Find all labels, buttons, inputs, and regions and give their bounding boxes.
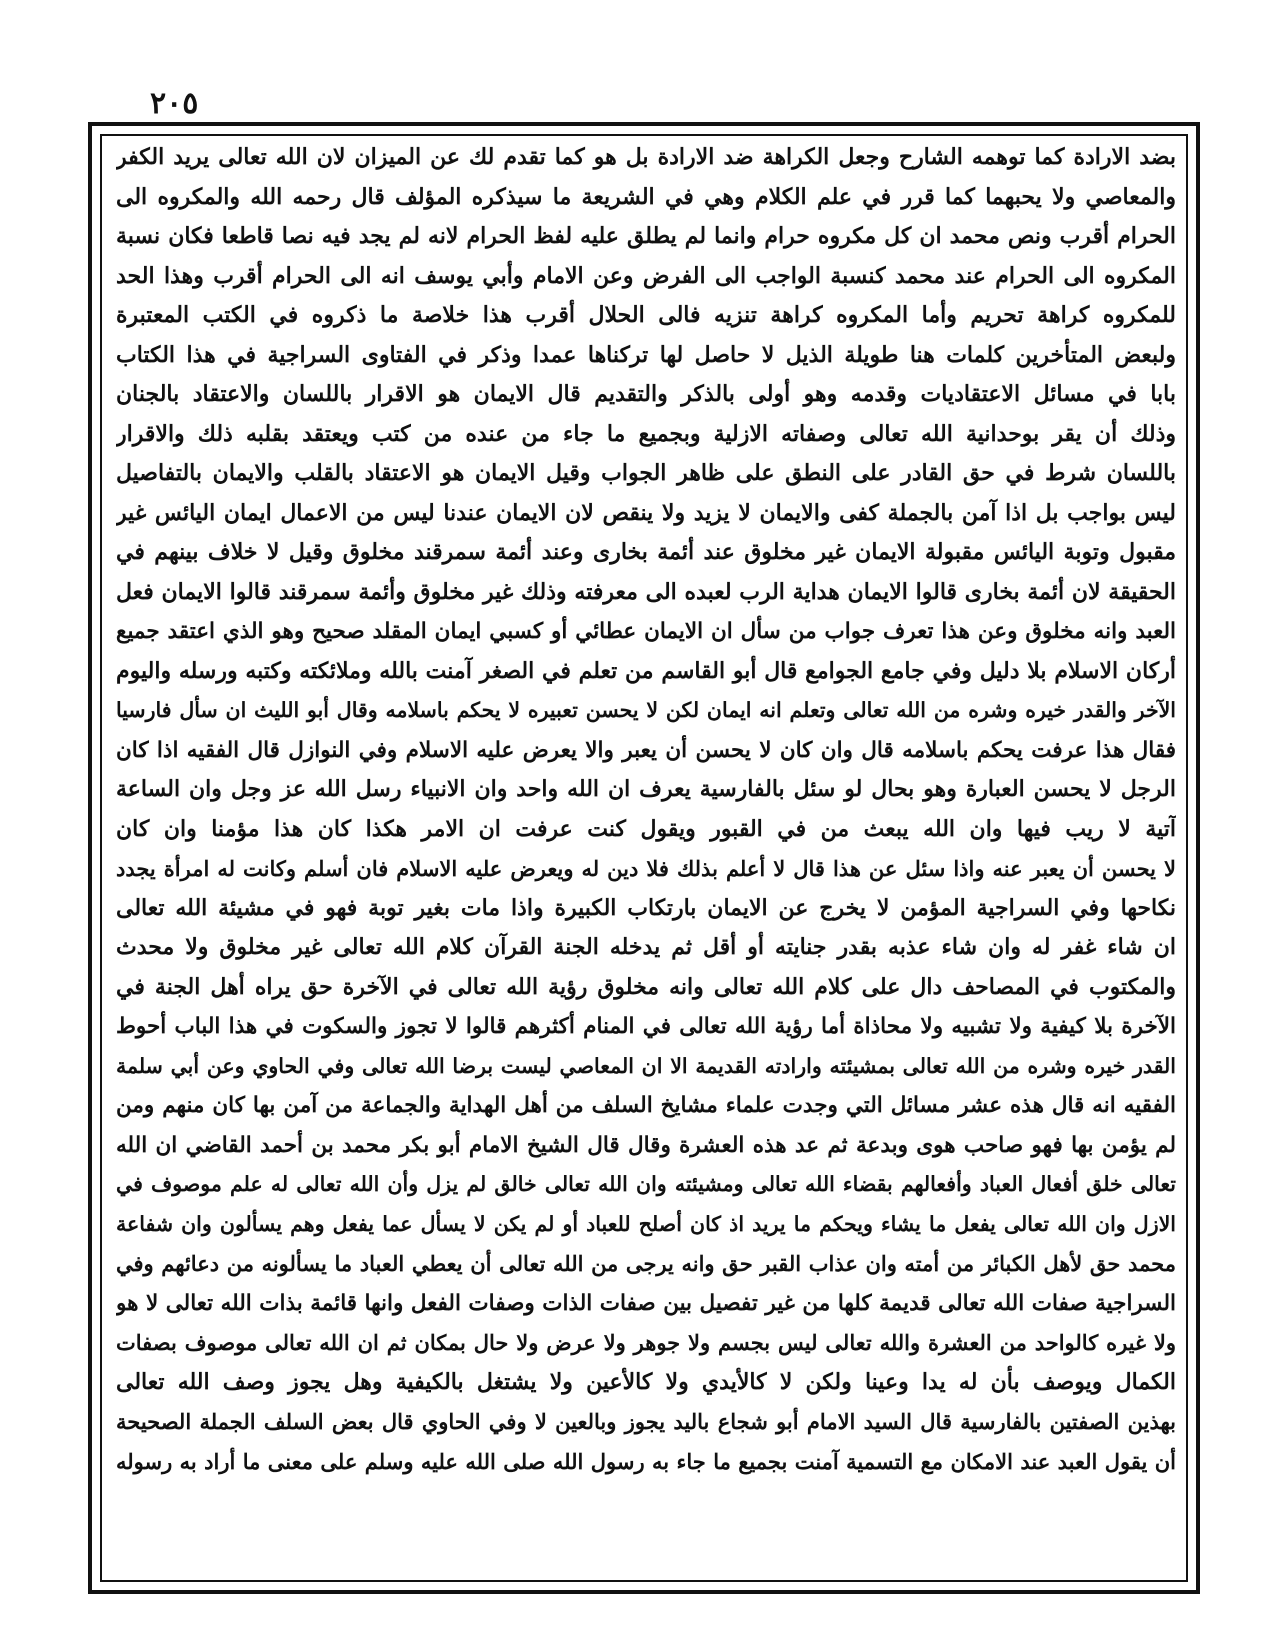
text-line: ليس بواجب بل اذا آمن بالجملة كفى والايمان لا يزيد ولا ينقص لان الايمان عندنا ليس من الاعمال ايمان اليائس غير [116,499,1176,526]
text-line: المكروه الى الحرام عند محمد كنسبة الواجب الى الفرض وعن الامام وأبي يوسف انه الى الحرام أقرب وهذا الحد [116,262,1176,289]
text-line: محمد حق لأهل الكبائر من أمته وان عذاب القبر حق وانه يرجى من الله تعالى أن يعطي العباد ما يسألونه من دعائهم وفي [116,1251,1176,1276]
text-line: والمكتوب في المصاحف دال على كلام الله تعالى وانه مخلوق رؤية الله تعالى في الآخرة حق يراه أهل الجنة في [116,973,1176,1000]
text-line: ان شاء غفر له وان شاء عذبه بقدر جنايته أو أقل ثم يدخله الجنة القرآن كلام الله تعالى غير مخلوق ولا محدث [116,934,1176,960]
text-line: الآخر والقدر خيره وشره من الله تعالى وتعلم انه ايمان لكن لا يحسن تعبيره لا يحكم باسلامه وقال أبو الليث ان سأل فارسيا [116,698,1176,722]
text-line: مقبول وتوبة اليائس مقبولة الايمان غير مخلوق عند أئمة بخارى وعند أئمة سمرقند مخلوق وقيل لا خلاف بينهم في [116,539,1176,565]
text-line: ولا غيره كالواحد من العشرة والله تعالى ليس بجسم ولا جوهر ولا عرض ولا حال بمكان ثم ان الله تعالى موصوف بصفات [116,1330,1176,1355]
text-line: وذلك أن يقر بوحدانية الله تعالى وصفاته الازلية وبجميع ما جاء من عنده من كتب ويعتقد بقلبه ذلك والاقرار [116,420,1176,447]
text-line: الازل وان الله تعالى يفعل ما يشاء ويحكم ما يريد اذ كان أصلح للعباد أو لم يكن لا يسأل عما يفعل وهم يسألون وان شفاعة [116,1211,1176,1236]
text-line: ولبعض المتأخرين كلمات هنا طويلة الذيل لا حاصل لها تركناها عمدا وذكر في الفتاوى السراجية في هذا الكتاب [116,341,1176,368]
text-line: بضد الارادة كما توهمه الشارح وجعل الكراهة ضد الارادة بل هو كما تقدم لك عن الميزان لان الله تعالى يريد الكفر [116,144,1176,170]
text-line: أركان الاسلام بلا دليل وفي جامع الجوامع قال أبو القاسم من تعلم في الصغر آمنت بالله وملائكته وكتبه ورسله واليوم [116,657,1176,684]
text-line: الحقيقة لان أئمة بخارى قالوا الايمان هداية الرب لعبده الى معرفته وذلك غير مخلوق وأئمة سمرقند قالوا الايمان فعل [116,578,1176,605]
text-line: نكاحها وفي السراجية المؤمن لا يخرج عن الايمان بارتكاب الكبيرة واذا مات بغير توبة فهو في مشيئة الله تعالى [116,894,1176,921]
text-line: الآخرة بلا كيفية ولا تشبيه ولا محاذاة أما رؤية الله تعالى في المنام أكثرهم قالوا لا تجوز والسكوت في هذا الباب أحوط [116,1014,1176,1039]
text-line: لم يؤمن بها فهو صاحب هوى وبدعة ثم عد هذه العشرة وقال قال الشيخ الامام أبو بكر محمد بن أحمد القاضي ان الله [116,1132,1176,1158]
text-line: السراجية صفات الله تعالى قديمة كلها من غير تفصيل بين صفات الذات وصفات الفعل وانها قائمة بذات الله تعالى لا هو [116,1290,1176,1316]
text-line: باللسان شرط في حق القادر على النطق على ظاهر الجواب وقيل الايمان هو الاعتقاد بالقلب والايمان بالتفاصيل [116,460,1176,486]
text-line: الفقيه انه قال هذه عشر مسائل التي وجدت علماء مشايخ السلف من أهل الهداية والجماعة من آمن بها كان منهم ومن [116,1093,1176,1118]
text-line: آتية لا ريب فيها وان الله يبعث من في القبور ويقول كنت عرفت ان الامر هكذا كان هذا مؤمنا وان كان [116,815,1176,842]
text-line: فقال هذا عرفت يحكم باسلامه قال وان كان لا يحسن أن يعبر والا يعرض عليه الاسلام وفي النوازل قال الفقيه اذا كان [116,737,1176,763]
text-line: تعالى خلق أفعال العباد وأفعالهم بقضاء الله تعالى ومشيئته وان الله تعالى خالق لم يزل وأن الله تعالى له علم موصوف في [116,1172,1176,1196]
text-line: العبد وانه مخلوق وعن هذا تعرف جواب من سأل ان الايمان عطائي أو كسبي ايمان المقلد صحيح وهو الذي اعتقد جميع [116,619,1176,644]
text-line: بهذين الصفتين بالفارسية قال السيد الامام أبو شجاع باليد يجوز وبالعين لا وفي الحاوي قال بعض السلف الجملة الصحيحة [116,1409,1176,1434]
text-line: لا يحسن أن يعبر عنه واذا سئل عن هذا قال لا أعلم بذلك فلا دين له ويعرض عليه الاسلام فان أسلم وكانت له امرأة يجدد [116,856,1176,881]
page-number: ٢٠٥ [150,86,199,121]
text-line: بابا في مسائل الاعتقاديات وقدمه وهو أولى بالذكر والتقديم قال الايمان هو الاقرار باللسان والاعتقاد بالجنان [116,381,1176,407]
text-line: للمكروه كراهة تحريم وأما المكروه كراهة تنزيه فالى الحلال أقرب هذا خلاصة ما ذكروه في الكتب المعتبرة [116,302,1176,328]
text-line: والمعاصي ولا يحبهما كما قرر في علم الكلام وهي في الشريعة ما سيذكره المؤلف قال رحمه الله والمكروه الى [116,183,1176,210]
text-line: الكمال ويوصف بأن له يدا وعينا ولكن لا كالأيدي ولا كالأعين ولا يشتغل بالكيفية وهل يجوز وصف الله تعالى [116,1368,1176,1395]
main-text-block [116,138,1176,1578]
text-line: الحرام أقرب ونص محمد ان كل مكروه حرام وانما لم يطلق عليه لفظ الحرام لانه لم يجد فيه نصا قاطعا فكان نسبة [116,223,1176,249]
text-line: الرجل لا يحسن العبارة وهو بحال لو سئل بالفارسية يعرف ان الله واحد وان الانبياء رسل الله عز وجل وان الساعة [116,776,1176,802]
text-line: القدر خيره وشره من الله تعالى بمشيئته وارادته القديمة الا ان المعاصي ليست برضا الله تعالى وفي الحاوي وعن أبي سلمة [116,1053,1176,1078]
text-line: أن يقول العبد عند الامكان مع التسمية آمنت بجميع ما جاء به رسول الله صلى الله عليه وسلم على معنى ما أراد به رسوله [116,1448,1176,1474]
